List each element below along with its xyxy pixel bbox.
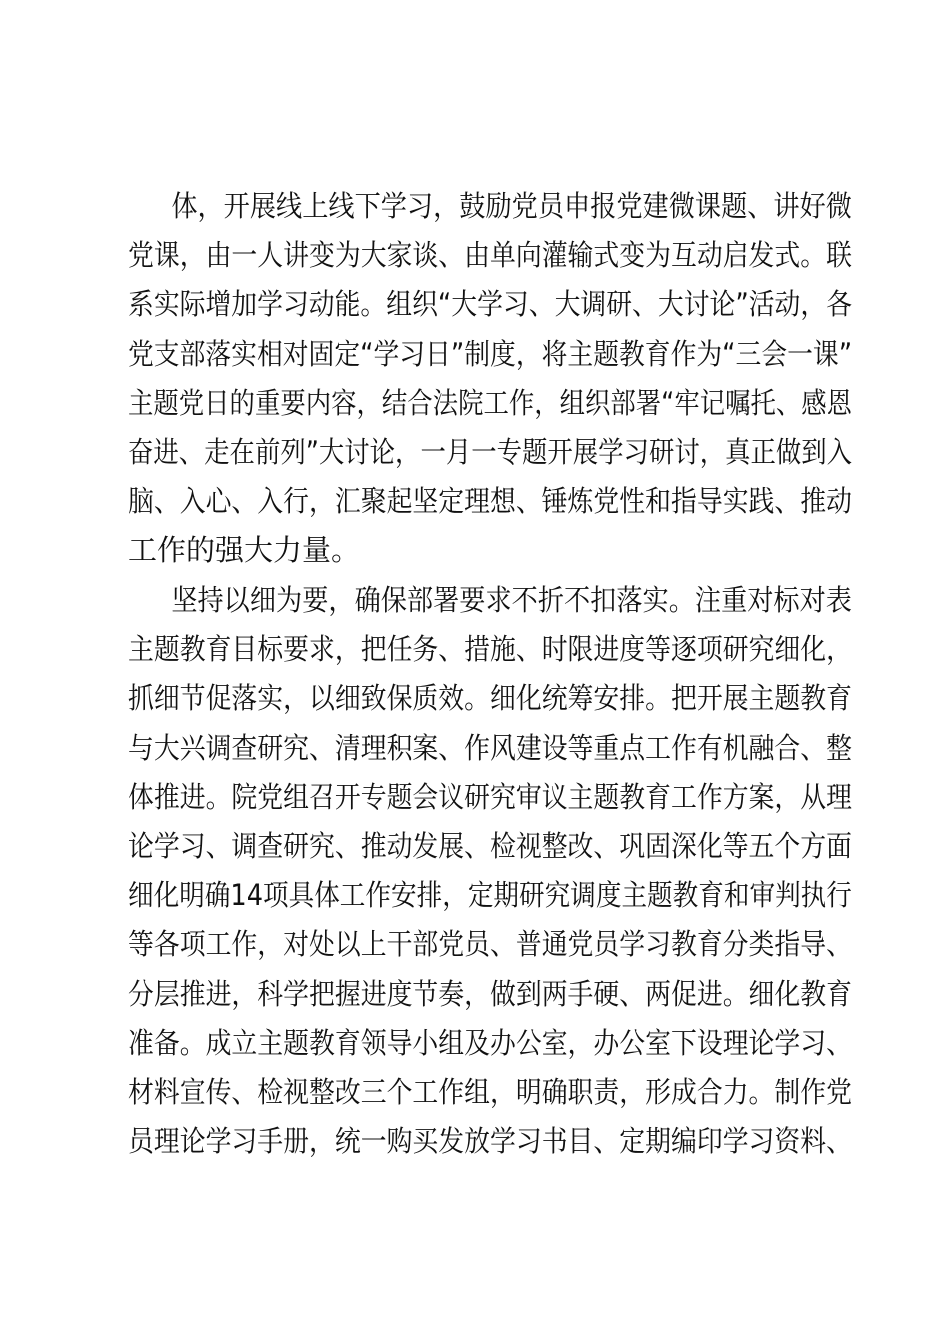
paragraph-1-line: 工作的强大力量。 [128,533,361,568]
paragraph-2-line: 细化明确14项具体工作安排，定期研究调度主题教育和审判执行 [128,878,852,913]
paragraph-1-line: 奋进、走在前列”大讨论，一月一专题开展学习研讨，真正做到入 [128,434,853,469]
paragraph-2-line: 坚持以细为要，确保部署要求不折不扣落实。注重对标对表 [171,583,852,617]
paragraph-2-line: 体推进。院党组召开专题会议研究审议主题教育工作方案，从理 [128,779,852,814]
paragraph-1-line: 脑、入心、入行，汇聚起坚定理想、锤炼党性和指导实践、推动 [128,484,852,519]
paragraph-2-line: 抓细节促落实，以细致保质效。细化统筹安排。把开展主题教育 [128,681,852,716]
paragraph-2-line: 等各项工作，对处以上干部党员、普通党员学习教育分类指导、 [128,927,852,962]
paragraph-2-line: 材料宣传、检视整改三个工作组，明确职责，形成合力。制作党 [128,1074,852,1109]
paragraph-1-line: 体，开展线上线下学习，鼓励党员申报党建微课题、讲好微 [171,189,852,223]
paragraph-2-line: 主题教育目标要求，把任务、措施、时限进度等逐项研究细化， [128,632,852,667]
paragraph-2-line: 与大兴调查研究、清理积案、作风建设等重点工作有机融合、整 [128,730,852,765]
paragraph-2-line: 员理论学习手册，统一购买发放学习书目、定期编印学习资料、 [128,1124,852,1159]
paragraph-1-line: 主题党日的重要内容，结合法院工作，组织部署“牢记嘱托、感恩 [128,385,853,420]
paragraph-2-line: 论学习、调查研究、推动发展、检视整改、巩固深化等五个方面 [128,828,852,863]
paragraph-2 [128,576,852,1166]
paragraph-2-line: 准备。成立主题教育领导小组及办公室，办公室下设理论学习、 [128,1025,852,1060]
paragraph-1-line: 党支部落实相对固定“学习日”制度，将主题教育作为“三会一课” [128,336,853,371]
paragraph-1-line: 系实际增加学习动能。组织“大学习、大调研、大讨论”活动，各 [128,287,853,322]
paragraph-1-line: 党课，由一人讲变为大家谈、由单向灌输式变为互动启发式。联 [128,238,852,273]
paragraph-1 [128,182,852,576]
paragraph-2-line: 分层推进，科学把握进度节奏，做到两手硬、两促进。细化教育 [128,976,852,1011]
